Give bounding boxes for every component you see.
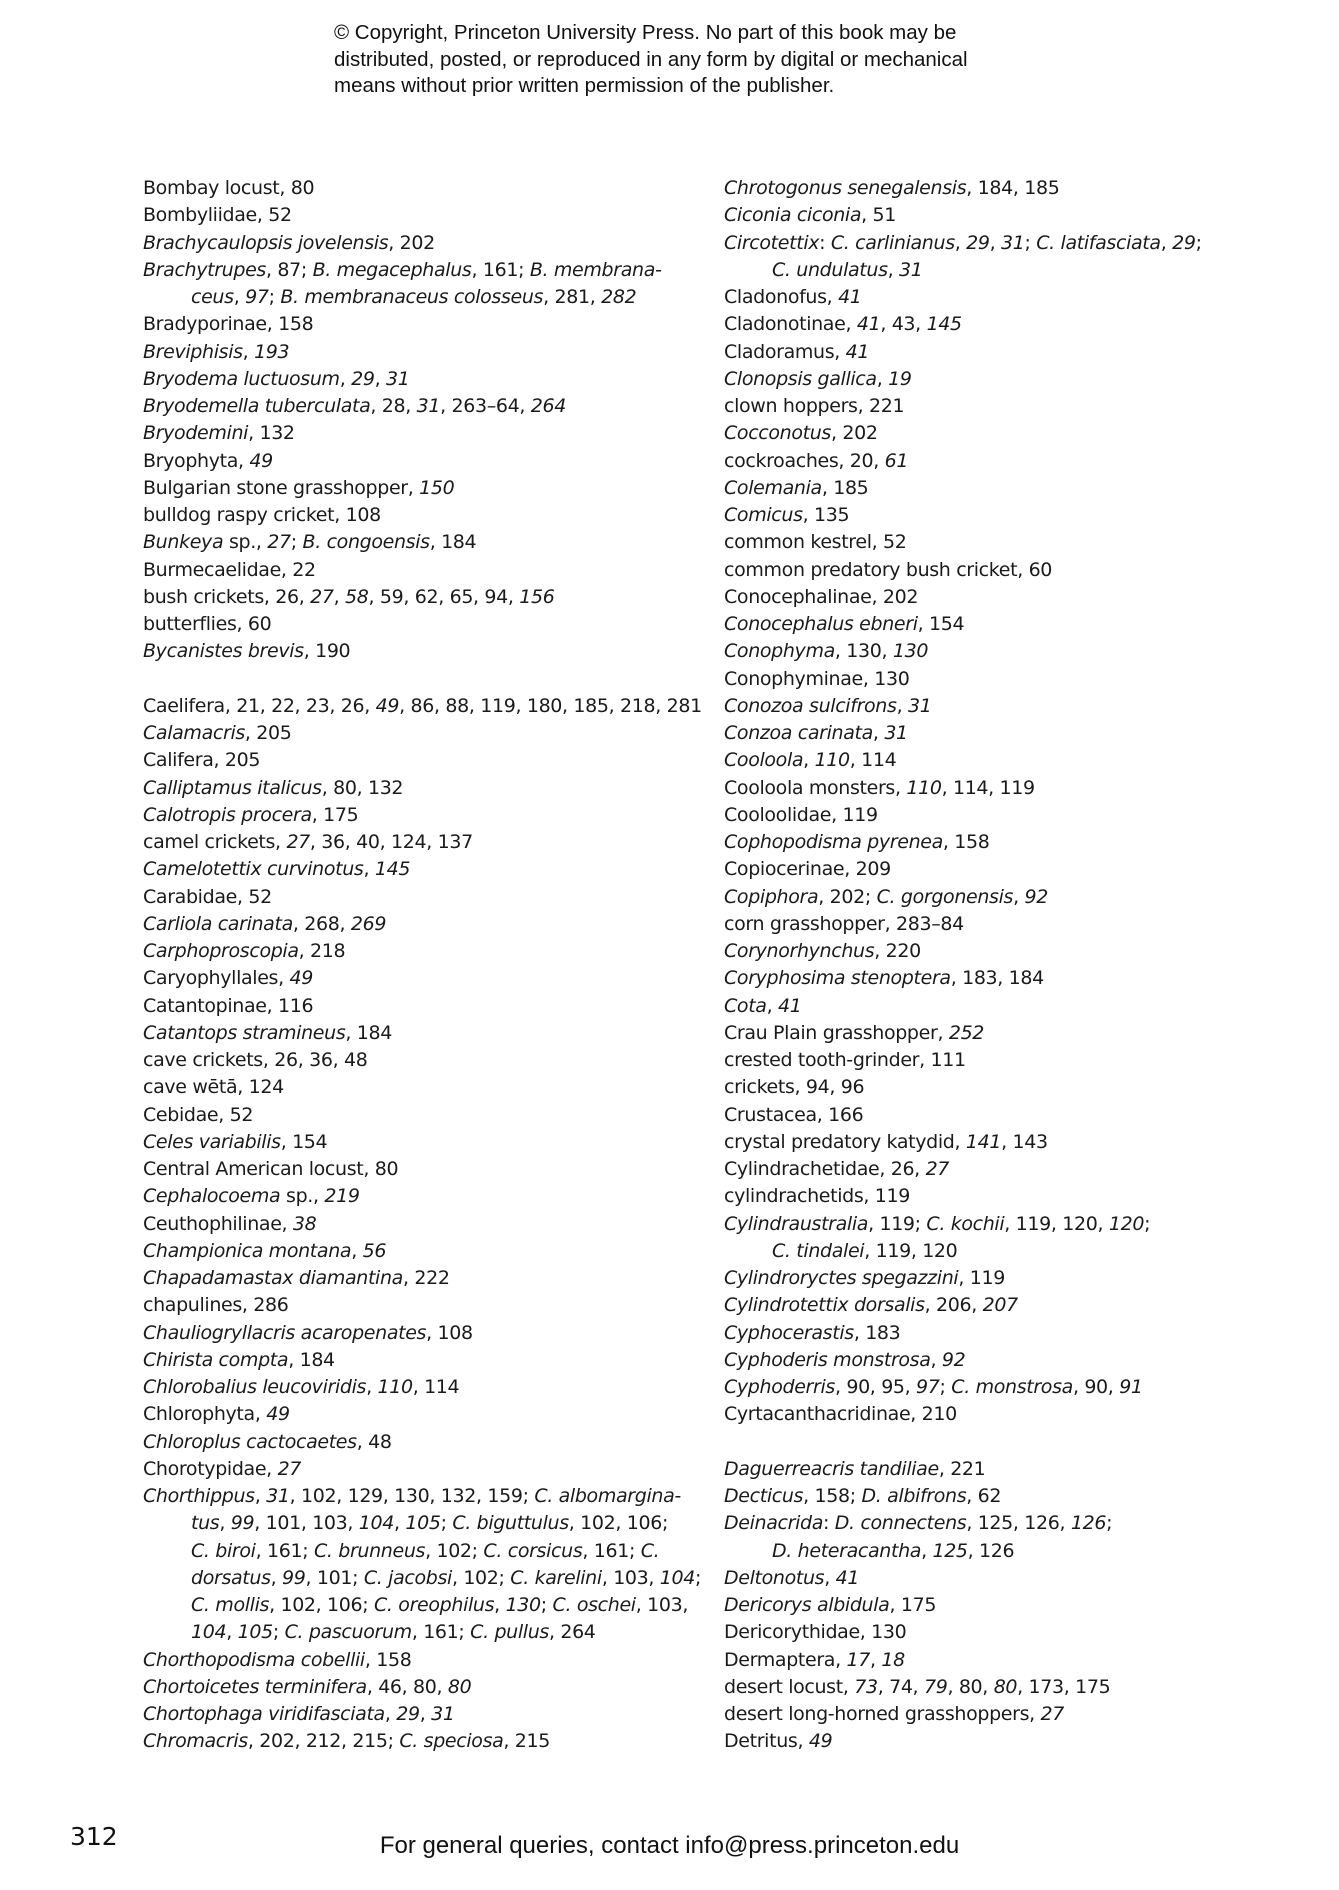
index-entry: cylindrachetids, 119 <box>724 1185 911 1208</box>
index-entry: Caryophyllales, 49 <box>143 967 313 990</box>
index-entry: Chlorophyta, 49 <box>143 1403 290 1426</box>
index-entry: Coryphosima stenoptera, 183, 184 <box>724 967 1044 990</box>
index-entry: Cylindroryctes spegazzini, 119 <box>724 1267 1005 1289</box>
index-entry: Conocephalus ebneri, 154 <box>724 613 965 635</box>
index-entry: clown hoppers, 221 <box>724 395 905 417</box>
index-entry: Cebidae, 52 <box>143 1103 254 1126</box>
index-entry: Carphoproscopia, 218 <box>143 940 346 962</box>
index-entry: Bombay locust, 80 <box>143 177 315 199</box>
index-entry: Caelifera, 21, 22, 23, 26, 49, 86, 88, 119, 180, 185, 218, 281 <box>143 694 702 717</box>
index-column-right <box>724 175 1304 1756</box>
index-entry: Corynorhynchus, 220 <box>724 940 921 962</box>
index-entry: Chlorobalius leucoviridis, 110, 114 <box>143 1376 460 1398</box>
index-entry: Chorthopodisma cobellii, 158 <box>143 1648 412 1671</box>
index-entry: Brachycaulopsis jovelensis, 202 <box>143 231 435 254</box>
index-entry: Comicus, 135 <box>724 504 850 526</box>
index-entry: Cyphoderris, 90, 95, 97; C. monstrosa, 90, 91 <box>724 1376 1143 1398</box>
index-entry: Bunkeya sp., 27; B. congoensis, 184 <box>143 531 477 554</box>
index-entry: Bryodemella tuberculata, 28, 31, 263–64, 264 <box>143 395 566 417</box>
index-entry: Califera, 205 <box>143 749 261 772</box>
index-entry: crystal predatory katydid, 141, 143 <box>724 1130 1048 1153</box>
index-entry: Central American locust, 80 <box>143 1158 399 1180</box>
index-entry: Cocconotus, 202 <box>724 422 878 445</box>
index-entry: Chauliogryllacris acaropenates, 108 <box>143 1321 473 1344</box>
index-entry: Cylindrotettix dorsalis, 206, 207 <box>724 1294 1018 1317</box>
index-entry: common kestrel, 52 <box>724 531 907 554</box>
letter-gap <box>143 666 693 693</box>
index-entry: Carabidae, 52 <box>143 885 272 908</box>
index-entry: crickets, 94, 96 <box>724 1076 865 1099</box>
index-entry: desert locust, 73, 74, 79, 80, 80, 173, 175 <box>724 1675 1111 1698</box>
page-number: 312 <box>70 1822 118 1851</box>
index-entry: Crau Plain grasshopper, 252 <box>724 1021 985 1044</box>
index-entry: Bombyliidae, 52 <box>143 204 292 227</box>
index-entry: Conzoa carinata, 31 <box>724 722 908 744</box>
index-entry: desert long-horned grasshoppers, 27 <box>724 1703 1064 1725</box>
index-entry: Copiphora, 202; C. gorgonensis, 92 <box>724 885 1048 908</box>
index-entry: Detritus, 49 <box>724 1730 833 1753</box>
index-entry: Deltonotus, 41 <box>724 1566 860 1589</box>
index-entry: Championica montana, 56 <box>143 1239 387 1262</box>
index-entry: Cladonotinae, 41, 43, 145 <box>724 313 962 336</box>
index-entry: Catantopinae, 116 <box>143 994 314 1017</box>
index-column-left <box>143 175 702 1756</box>
index-entry: Bryodemini, 132 <box>143 422 295 445</box>
index-entry: cave crickets, 26, 36, 48 <box>143 1049 368 1071</box>
letter-gap <box>724 1429 1304 1456</box>
index-entry: Chortophaga viridifasciata, 29, 31 <box>143 1703 455 1725</box>
index-entry: Cooloola monsters, 110, 114, 119 <box>724 776 1035 799</box>
index-entry: Circotettix: C. carlinianus, 29, 31; C. latifasciata, 29; C. undulatus, 31 <box>724 231 1202 281</box>
index-entry: Bryodema luctuosum, 29, 31 <box>143 367 410 390</box>
index-entry: Bradyporinae, 158 <box>143 313 314 336</box>
copyright-notice <box>334 20 1054 100</box>
index-entry: Breviphisis, 193 <box>143 340 290 363</box>
index-entry: Clonopsis gallica, 19 <box>724 367 912 390</box>
index-entry: bush crickets, 26, 27, 58, 59, 62, 65, 94, 156 <box>143 585 555 608</box>
index-entry: Calotropis procera, 175 <box>143 803 359 826</box>
index-entry: Chapadamastax diamantina, 222 <box>143 1267 450 1289</box>
index-entry: Chirista compta, 184 <box>143 1348 335 1371</box>
index-entry: Conophyminae, 130 <box>724 667 910 690</box>
index-entry: Conocephalinae, 202 <box>724 585 919 608</box>
index-entry: Cylindrachetidae, 26, 27 <box>724 1158 950 1180</box>
index-entry: Cota, 41 <box>724 994 802 1017</box>
index-entry: Carliola carinata, 268, 269 <box>143 912 387 935</box>
index-entry: Calliptamus italicus, 80, 132 <box>143 776 404 799</box>
index-entry: corn grasshopper, 283–84 <box>724 912 964 935</box>
index-entry: Dermaptera, 17, 18 <box>724 1648 905 1671</box>
index-entry: Conozoa sulcifrons, 31 <box>724 694 932 717</box>
copyright-line: © Copyright, Princeton University Press. No part of this book may be <box>334 21 957 44</box>
index-entry: cave wētā, 124 <box>143 1076 284 1099</box>
index-entry: crested tooth-grinder, 111 <box>724 1049 966 1071</box>
index-entry: Conophyma, 130, 130 <box>724 640 929 663</box>
index-entry: Dericorys albidula, 175 <box>724 1594 937 1616</box>
index-entry: Chorthippus, 31, 102, 129, 130, 132, 159; C. albomargina- tus, 99, 101, 103, 104, 105; C. biguttulus, 102, 106; C. biroi, 161; C. brunneus, 102; C. corsicus, 161; C. dorsatus, 99, 101; C. jacobsi, 102; C. karelini, 103, 104; C. mollis, 102, 106; C. oreophilus, 130; C. oschei, 103, 104, 105; C. pascuorum, 161; C. pullus, 264 <box>143 1485 702 1644</box>
index-entry: Cylindraustralia, 119; C. kochii, 119, 120, 120; C. tindalei, 119, 120 <box>724 1212 1151 1262</box>
index-entry: Cyphoderis monstrosa, 92 <box>724 1348 966 1371</box>
index-entry: Chromacris, 202, 212, 215; C. speciosa, 215 <box>143 1730 551 1753</box>
index-entry: Ciconia ciconia, 51 <box>724 204 896 227</box>
index-entry: Chrotogonus senegalensis, 184, 185 <box>724 177 1060 199</box>
index-entry: Cooloolidae, 119 <box>724 803 878 826</box>
index-entry: Bycanistes brevis, 190 <box>143 640 351 663</box>
index-entry: Dericorythidae, 130 <box>724 1621 907 1644</box>
index-entry: Burmecaelidae, 22 <box>143 558 316 581</box>
copyright-line: distributed, posted, or reproduced in any form by digital or mechanical <box>334 47 968 71</box>
index-entry: Bulgarian stone grasshopper, 150 <box>143 476 455 499</box>
index-entry: camel crickets, 27, 36, 40, 124, 137 <box>143 831 473 853</box>
index-entry: Copiocerinae, 209 <box>724 858 891 881</box>
copyright-line: means without prior written permission of the publisher. <box>334 74 835 97</box>
index-entry: Calamacris, 205 <box>143 722 292 744</box>
index-entry: Bryophyta, 49 <box>143 449 273 472</box>
index-entry: Cooloola, 110, 114 <box>724 749 897 772</box>
index-entry: Decticus, 158; D. albifrons, 62 <box>724 1485 1002 1507</box>
index-entry: Chorotypidae, 27 <box>143 1457 302 1480</box>
index-entry: bulldog raspy cricket, 108 <box>143 504 381 526</box>
index-entry: Cladonofus, 41 <box>724 286 862 308</box>
index-entry: Colemania, 185 <box>724 476 869 499</box>
index-entry: Camelotettix curvinotus, 145 <box>143 858 411 881</box>
index-entry: Crustacea, 166 <box>724 1103 864 1126</box>
index-entry: Chortoicetes terminifera, 46, 80, 80 <box>143 1675 472 1698</box>
footer-contact: For general queries, contact info@press.princeton.edu <box>379 1832 960 1859</box>
index-entry: common predatory bush cricket, 60 <box>724 558 1053 581</box>
index-entry: Cyphocerastis, 183 <box>724 1321 901 1344</box>
index-entry: Cyrtacanthacridinae, 210 <box>724 1403 957 1426</box>
index-entry: Daguerreacris tandiliae, 221 <box>724 1457 986 1480</box>
index-entry: Catantops stramineus, 184 <box>143 1021 392 1044</box>
index-entry: Cophopodisma pyrenea, 158 <box>724 831 990 853</box>
index-entry: Brachytrupes, 87; B. megacephalus, 161; B. membrana- ceus, 97; B. membranaceus colosseus, 281, 282 <box>143 258 662 308</box>
index-entry: Cladoramus, 41 <box>724 340 870 363</box>
index-entry: butterflies, 60 <box>143 613 272 635</box>
index-entry: Ceuthophilinae, 38 <box>143 1212 317 1235</box>
index-entry: Deinacrida: D. connectens, 125, 126, 126; D. heteracantha, 125, 126 <box>724 1512 1113 1562</box>
index-entry: Cephalocoema sp., 219 <box>143 1185 360 1208</box>
index-entry: Chloroplus cactocaetes, 48 <box>143 1430 392 1453</box>
index-entry: Celes variabilis, 154 <box>143 1130 328 1153</box>
index-entry: cockroaches, 20, 61 <box>724 449 909 472</box>
index-entry: chapulines, 286 <box>143 1294 289 1317</box>
